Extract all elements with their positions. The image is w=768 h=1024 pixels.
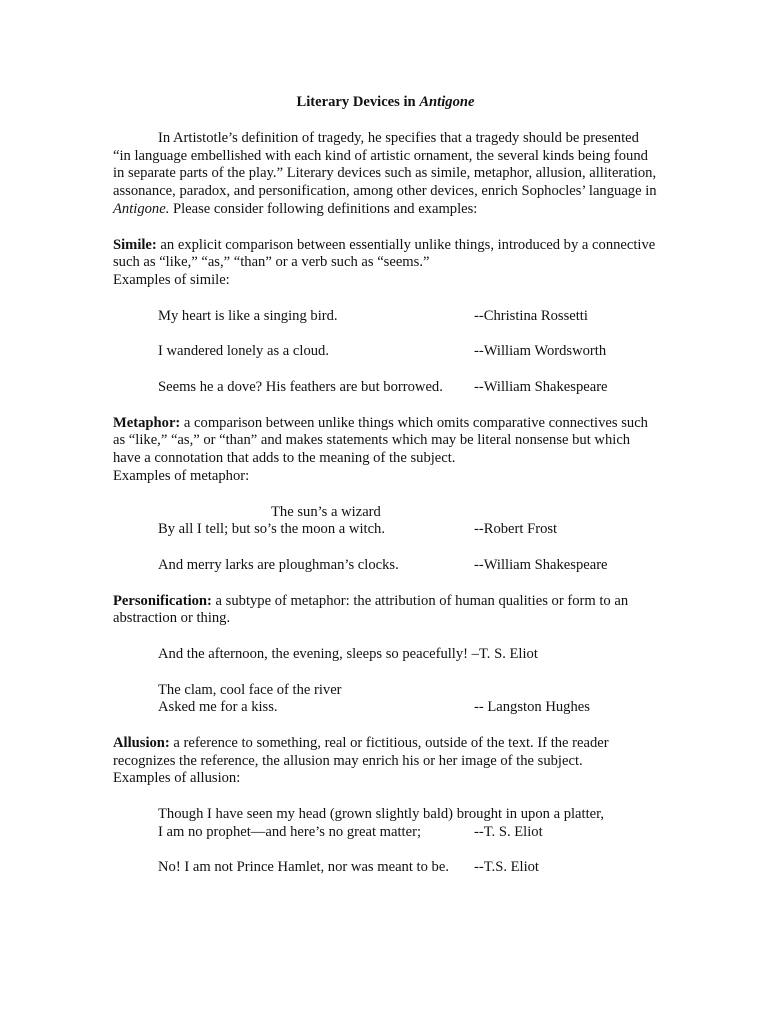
spacer xyxy=(113,788,658,806)
intro-part1: In Artistotle’s definition of tragedy, he specifies that a tragedy should be presented “in language embellished with each kind of artistic ornament, the several kinds being found in separate parts of the play.” Literary devices such as simile, metaphor, allusion, alliteration, assonance, paradox, and personification, among other devices, enrich Sophocles’ language in xyxy=(113,129,657,200)
example-author: --William Wordsworth xyxy=(474,343,607,360)
allusion-example xyxy=(113,859,658,877)
simile-example xyxy=(113,379,658,397)
allusion-term: Allusion: xyxy=(113,734,170,751)
allusion-example-line: Though I have seen my head (grown slightly bald) brought in upon a platter, xyxy=(158,806,605,823)
spacer xyxy=(113,628,658,646)
document-title xyxy=(113,94,658,112)
example-author: --William Shakespeare xyxy=(474,378,608,395)
simile-example xyxy=(113,308,658,326)
metaphor-examples-label: Examples of metaphor: xyxy=(113,467,250,484)
simile-term: Simile: xyxy=(113,236,157,253)
metaphor-definition-text: a comparison between unlike things which omits comparative connectives such as “like,” “as,” or “than” and makes statements which may be literal nonsense but which have a connotation that adds to the meaning of the subject. xyxy=(113,414,648,467)
example-author: -- Langston Hughes xyxy=(474,699,590,716)
personification-example xyxy=(113,699,658,717)
example-quote: I am no prophet—and here’s no great matter; xyxy=(158,823,422,840)
metaphor-definition xyxy=(113,415,658,468)
example-quote: My heart is like a singing bird. xyxy=(158,307,338,324)
example-quote: Asked me for a kiss. xyxy=(158,699,278,716)
example-author: --T.S. Eliot xyxy=(474,859,539,876)
personification-example-line: The clam, cool face of the river xyxy=(158,681,342,698)
example-quote: I wandered lonely as a cloud. xyxy=(158,343,330,360)
spacer xyxy=(113,486,658,504)
metaphor-example xyxy=(113,521,658,539)
allusion-definition xyxy=(113,735,658,771)
spacer xyxy=(113,664,658,682)
example-author: --Christina Rossetti xyxy=(474,307,588,324)
spacer xyxy=(113,575,658,593)
simile-definition-text: an explicit comparison between essentially unlike things, introduced by a connective such as “like,” “as,” “than” or a verb such as “seems.” xyxy=(113,236,656,271)
metaphor-example-line: The sun’s a wizard xyxy=(271,503,381,520)
example-author: --T. S. Eliot xyxy=(474,823,543,840)
personification-definition xyxy=(113,593,658,629)
intro-part2: Please consider following definitions and examples: xyxy=(169,200,478,217)
spacer xyxy=(113,326,658,344)
spacer xyxy=(113,397,658,415)
intro-italic: Antigone. xyxy=(113,200,170,217)
example-quote: By all I tell; but so’s the moon a witch. xyxy=(158,521,385,538)
example-quote: Seems he a dove? His feathers are but borrowed. xyxy=(158,378,443,395)
allusion-example xyxy=(113,824,658,842)
spacer xyxy=(113,539,658,557)
personification-term: Personification: xyxy=(113,592,212,609)
example-author: --Robert Frost xyxy=(474,521,558,538)
simile-example xyxy=(113,343,658,361)
spacer xyxy=(113,361,658,379)
title-prefix: Literary Devices in xyxy=(296,94,420,110)
spacer xyxy=(113,842,658,860)
example-quote: No! I am not Prince Hamlet, nor was meant to be. xyxy=(158,859,449,876)
metaphor-term: Metaphor: xyxy=(113,414,181,431)
simile-examples-label: Examples of simile: xyxy=(113,272,230,289)
spacer xyxy=(113,717,658,735)
simile-definition xyxy=(113,237,658,273)
metaphor-example xyxy=(113,557,658,575)
intro-paragraph xyxy=(113,130,658,219)
example-author: --William Shakespeare xyxy=(474,556,608,573)
example-quote: And merry larks are ploughman’s clocks. xyxy=(158,556,399,573)
allusion-definition-text: a reference to something, real or fictitious, outside of the text. If the reader recognizes the reference, the allusion may enrich his or her image of the subject. xyxy=(113,734,609,769)
document-page xyxy=(113,94,658,877)
title-italic: Antigone xyxy=(419,94,475,110)
spacer xyxy=(113,290,658,308)
spacer xyxy=(113,219,658,237)
personification-definition-text: a subtype of metaphor: the attribution of human qualities or form to an abstraction or thing. xyxy=(113,592,629,627)
allusion-examples-label: Examples of allusion: xyxy=(113,770,241,787)
personification-example: And the afternoon, the evening, sleeps so peacefully! –T. S. Eliot xyxy=(158,645,538,662)
